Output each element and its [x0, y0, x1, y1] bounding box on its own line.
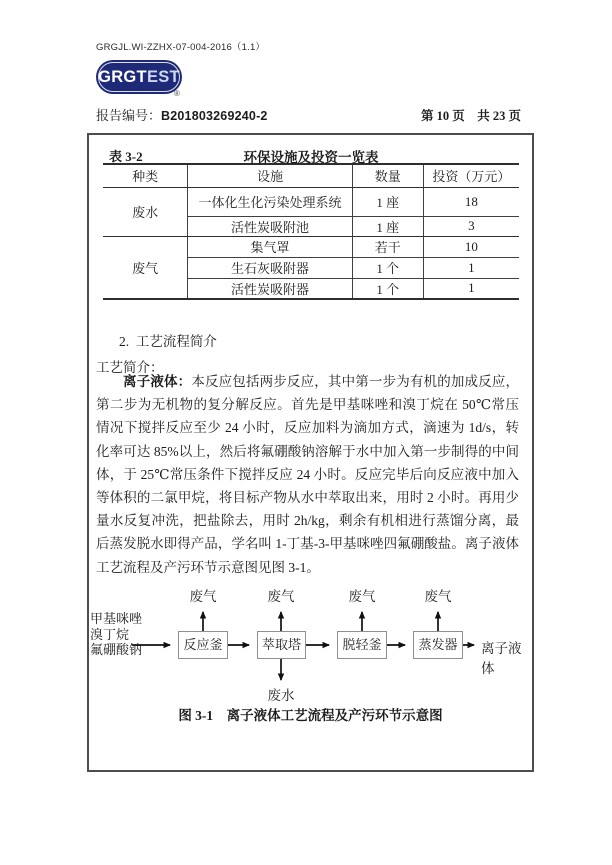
logo-text-bold: GRGT: [98, 67, 147, 86]
wastewater-output-label: 废水: [267, 688, 295, 703]
facility-cell: 活性炭吸附器: [188, 278, 352, 299]
input-material: 氟硼酸钠: [90, 642, 143, 657]
table-row: [103, 187, 519, 216]
flow-arrows: [88, 578, 534, 706]
registered-trademark-icon: ®: [174, 89, 180, 98]
facility-cell: 生石灰吸附器: [188, 257, 352, 278]
investment-cell: 18: [423, 187, 519, 216]
quantity-cell: 1 个: [352, 257, 423, 278]
report-number-value: B201803269240-2: [161, 109, 268, 123]
quantity-cell: 1 座: [352, 216, 423, 236]
category-cell-wastewater: 废水: [103, 187, 188, 236]
col-header-facility: 设施: [188, 164, 352, 187]
investment-cell: 1: [423, 257, 519, 278]
document-code: GRGJL.WI-ZZHX-07-004-2016（1.1）: [96, 42, 266, 53]
investment-cell: 10: [423, 236, 519, 257]
gas-output-label: 废气: [424, 589, 452, 604]
figure-caption: 图 3-1 离子液体工艺流程及产污环节示意图: [178, 708, 443, 723]
gas-output-label: 废气: [189, 589, 217, 604]
process-box-reactor: 反应釜: [178, 631, 228, 659]
category-cell-wastegas: 废气: [132, 260, 159, 276]
input-material: 甲基咪唑: [90, 611, 143, 626]
process-flow-diagram: [88, 578, 534, 706]
table-tag: 表 3-2: [109, 149, 143, 164]
table-title-row: [103, 146, 519, 163]
page-indicator: 第 10 页 共 23 页: [420, 109, 521, 123]
facility-cell: 活性炭吸附池: [188, 216, 352, 236]
logo-inner-ring: [98, 62, 180, 92]
quantity-cell: 1 个: [352, 278, 423, 299]
process-box-evaporator: 蒸发器: [413, 631, 463, 659]
diagram-input-materials: [90, 611, 142, 658]
col-header-investment: 投资（万元）: [423, 164, 519, 187]
quantity-cell: 若干: [352, 236, 423, 257]
investment-cell: 1: [423, 278, 519, 299]
facility-cell: 一体化生化污染处理系统: [188, 187, 352, 216]
company-logo: [96, 60, 182, 94]
section-heading: 2. 工艺流程简介: [119, 334, 217, 349]
col-header-category: 种类: [103, 164, 188, 187]
gas-output-label: 废气: [348, 589, 376, 604]
process-box-extraction-tower: 萃取塔: [257, 631, 306, 659]
paragraph-body: 本反应包括两步反应，其中第一步为有机的加成反应，第二步为无机物的复分解反应。首先是甲基咪唑和溴丁烷在 50℃常压情况下搅拌反应至少 24 小时，反应加料为滴加方式，滴速为 1d/s，转化率可达 85%以上，然后将氟硼酸钠溶解于水中加入第一步制得的中间体，于 25℃常压条件下搅拌反应 24 小时。反应完毕后向反应液中加入等体积的二氯甲烷，将目标产物从水中萃取出来，用时 2 小时。再用少量水反复冲洗，把盐除去，用时 2h/kg，剩余有机相进行蒸馏分离，最后蒸发脱水即得产品，学名叫 1-丁基-3-甲基咪唑四氟硼酸盐。离子液体工艺流程及产污环节示意图见图 3-1。: [96, 374, 520, 575]
env-facility-table-block: [103, 146, 519, 300]
report-number: [96, 105, 268, 124]
quantity-cell: 1 座: [352, 187, 423, 216]
investment-cell: 3: [423, 216, 519, 236]
report-header-row: [96, 105, 521, 124]
col-header-quantity: 数量: [352, 164, 423, 187]
input-material: 溴丁烷: [90, 626, 130, 642]
sub-heading: 工艺简介：: [96, 360, 164, 375]
paragraph-lead: 离子液体：: [123, 374, 192, 389]
process-box-stripper: 脱轻釜: [337, 631, 387, 659]
table-header-row: [103, 164, 519, 187]
env-facility-table: [103, 163, 519, 300]
logo-text-light: EST: [146, 67, 180, 86]
table-title: 环保设施及投资一览表: [243, 150, 379, 165]
final-product-label: 离子液体: [481, 641, 522, 676]
table-row: [103, 236, 519, 257]
facility-cell: 集气罩: [188, 236, 352, 257]
process-description-paragraph: [96, 370, 519, 579]
gas-output-label: 废气: [267, 589, 295, 604]
report-number-label: 报告编号：: [96, 108, 162, 123]
